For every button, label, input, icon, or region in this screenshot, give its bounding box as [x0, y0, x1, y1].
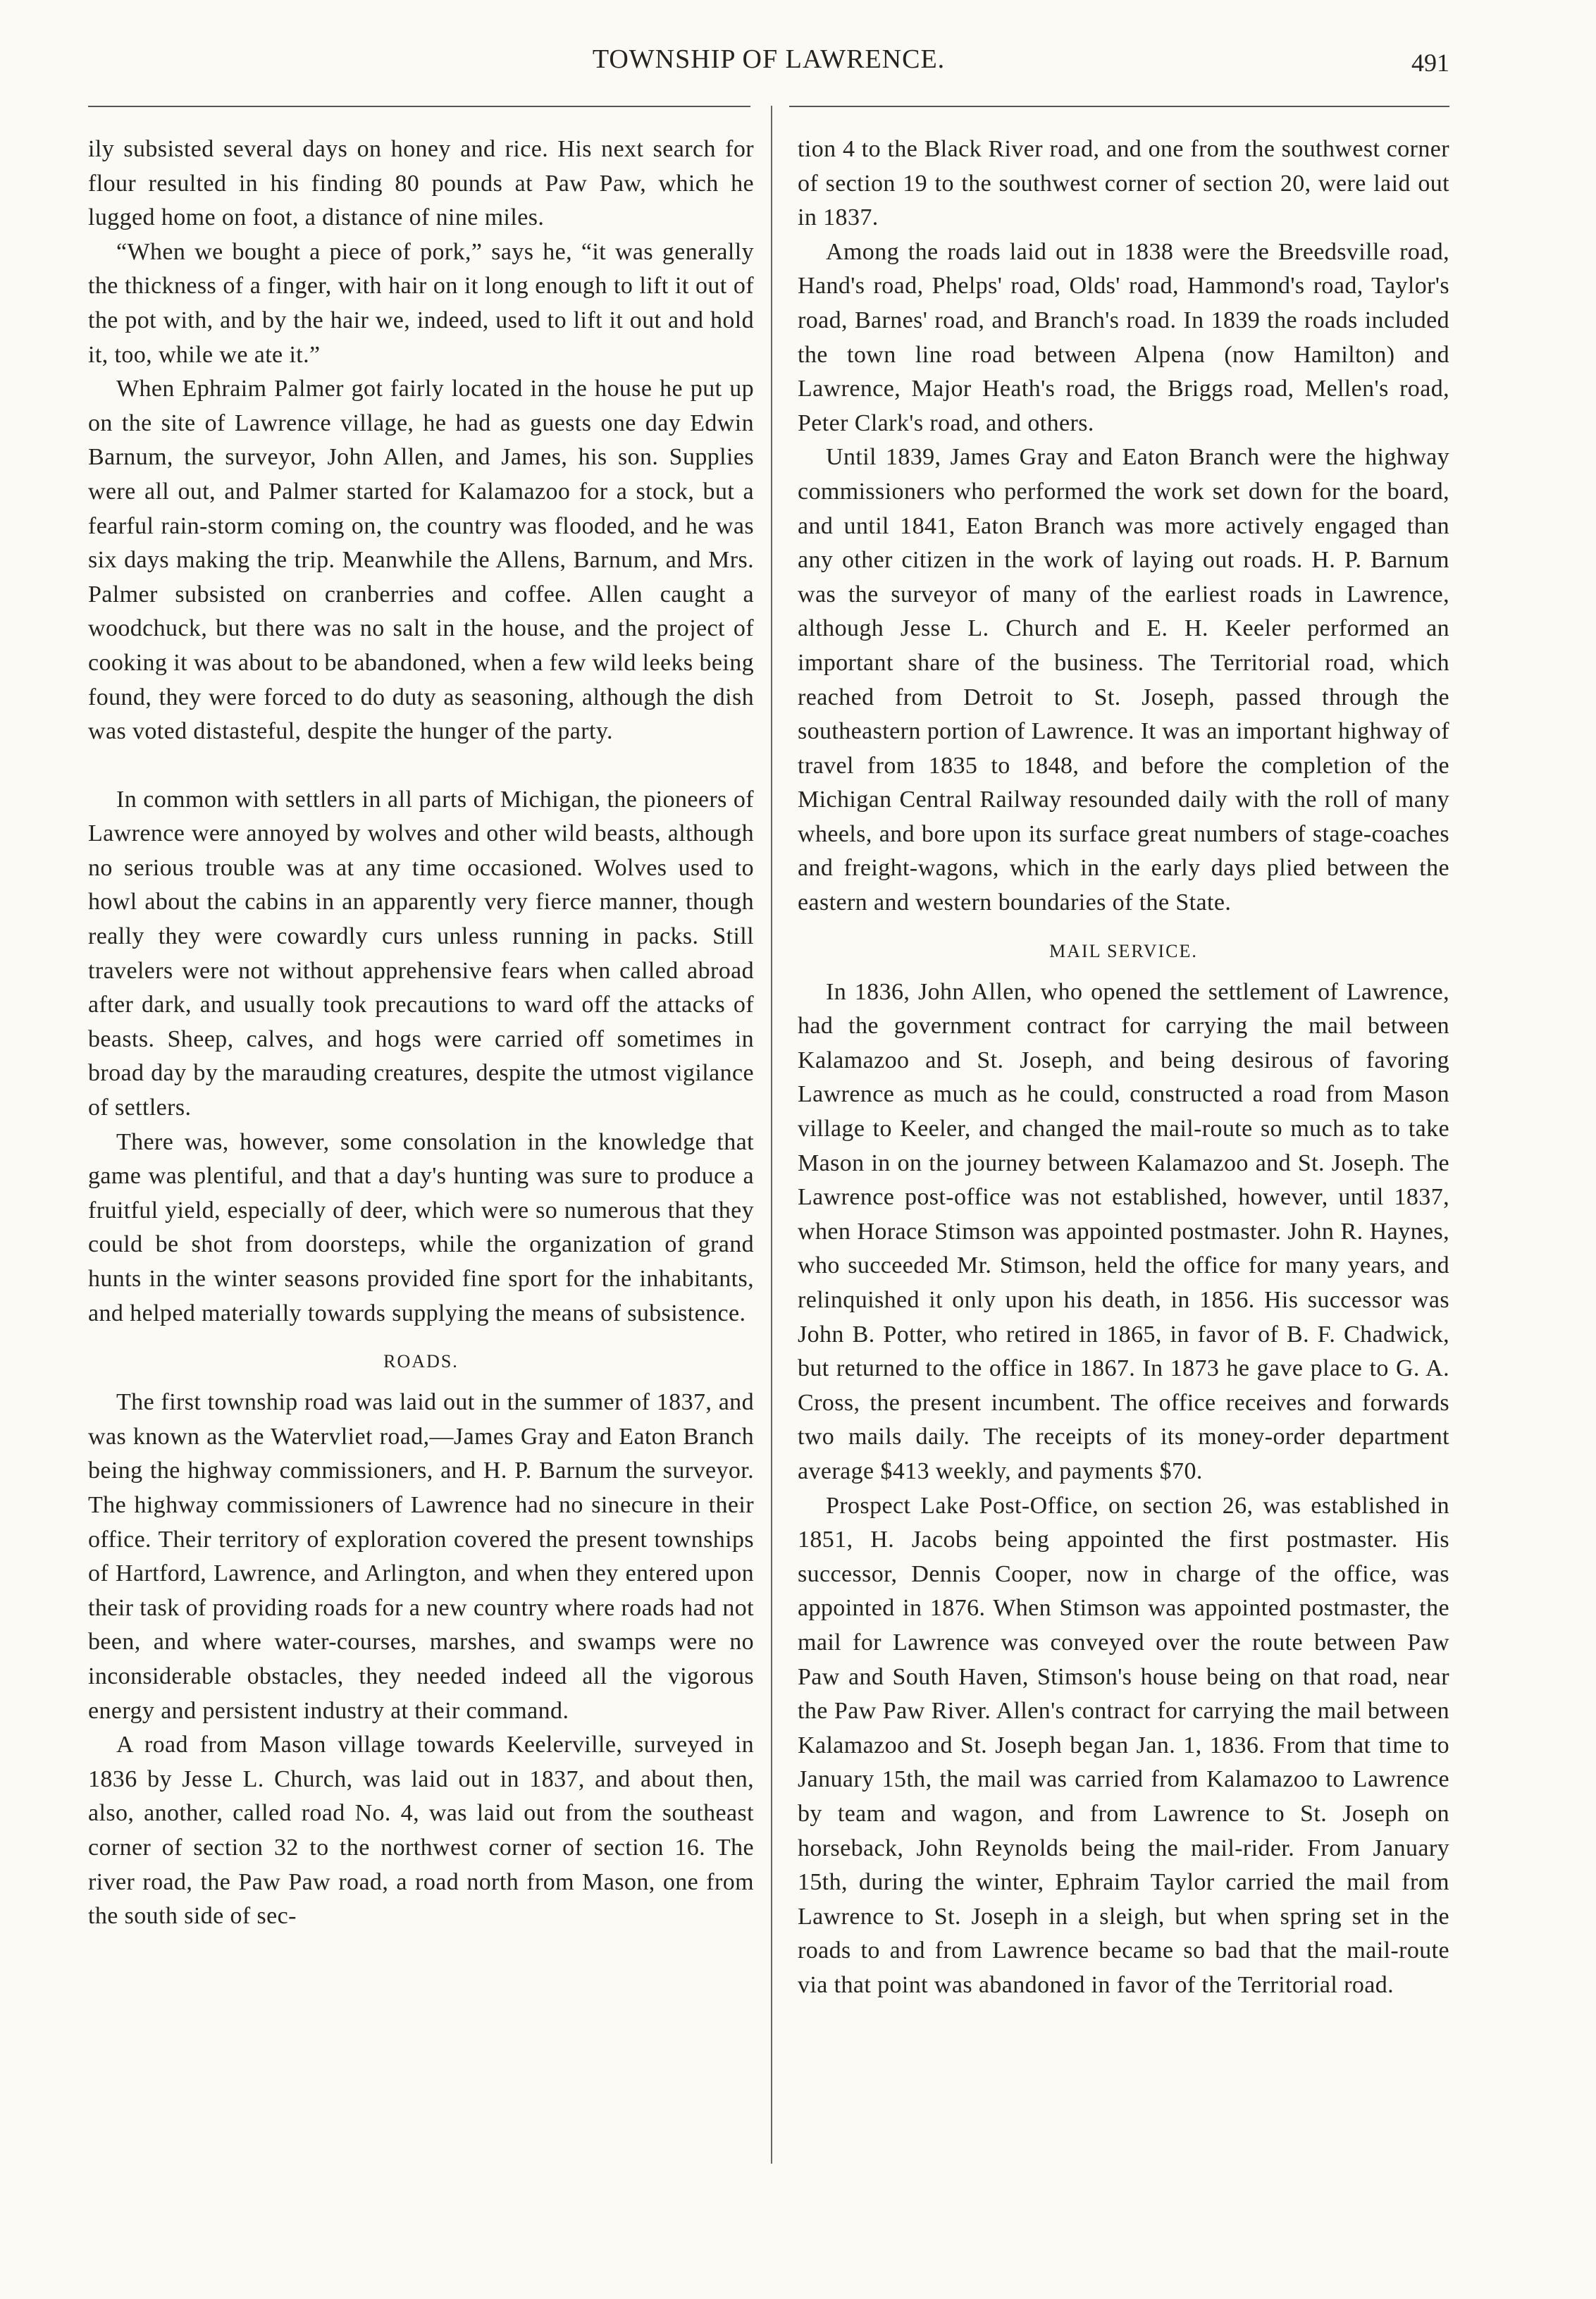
paragraph: When Ephraim Palmer got fairly located in the house he put up on the site of Lawrence village, he had as guests one day Edwin Barnum, the surveyor, John Allen, and James, his son. Supplies were all out, and Palmer started for Kalamazoo for a stock, but a fearful rain-storm coming on, the country was flooded, and he was six days making the trip. Meanwhile the Allens, Barnum, and Mrs. Palmer subsisted on cranberries and coffee. Allen caught a woodchuck, but there was no salt in the house, and the project of cooking it was about to be abandoned, when a few wild leeks being found, they were forced to do duty as seasoning, although the dish was voted distasteful, despite the hunger of the party. — [88, 376, 754, 745]
paragraph: tion 4 to the Black River road, and one from the southwest corner of section 19 to the southwest corner of section 20, were laid out in 1837. — [798, 136, 1449, 231]
paragraph: “When we bought a piece of pork,” says he, “it was generally the thickness of a finger, with hair on it long enough to lift it out of the pot with, and by the hair we, indeed, used to lift it out and hold it, too, while we ate it.” — [88, 238, 754, 368]
section-heading-roads: ROADS. — [383, 1351, 459, 1372]
paragraph: ily subsisted several days on honey and rice. His next search for flour resulted in his finding 80 pounds at Paw Paw, which he lugged home on foot, a distance of nine miles. — [88, 136, 754, 231]
paragraph: The first township road was laid out in the summer of 1837, and was known as the Watervliet road,—James Gray and Eaton Branch being the highway commissioners, and H. P. Barnum the surveyor. The highway commissioners of Lawrence had no sinecure in their office. Their territory of exploration covered the present townships of Hartford, Lawrence, and Arlington, and when they entered upon their task of providing roads for a new country where roads had not been, and where water-courses, marshes, and swamps were no inconsiderable obstacles, they needed indeed all the vigorous energy and persistent industry at their command. — [88, 1389, 754, 1724]
section-heading-mail-service: MAIL SERVICE. — [1049, 940, 1198, 961]
header-rule-right — [789, 106, 1449, 107]
page-number: 491 — [1411, 49, 1449, 77]
paragraph: Prospect Lake Post-Office, on section 26, was established in 1851, H. Jacobs being appointed the first postmaster. His successor, Dennis Cooper, now in charge of the office, was appointed in 1876. When Stimson was appointed postmaster, the mail for Lawrence was conveyed over the route between Paw Paw and South Haven, Stimson's house being on that road, near the Paw Paw River. Allen's contract for carrying the mail between Kalamazoo and St. Joseph began Jan. 1, 1836. From that time to January 15th, the mail was carried from Kalamazoo to Lawrence by team and wagon, and from Lawrence to St. Joseph on horseback, John Reynolds being the mail-rider. From January 15th, during the winter, Ephraim Taylor carried the mail from Lawrence to St. Joseph in a sleigh, but when spring set in the roads to and from Lawrence became so bad that the mail-route via that point was abandoned in favor of the Territorial road. — [798, 1492, 1449, 1998]
paragraph: There was, however, some consolation in the knowledge that game was plentiful, and that a day's hunting was sure to produce a fruitful yield, especially of deer, which were so numerous that they could be shot from doorsteps, while the organization of grand hunts in the winter seasons provided fine sport for the inhabitants, and helped materially towards supplying the means of subsistence. — [88, 1128, 754, 1326]
paragraph: In 1836, John Allen, who opened the settlement of Lawrence, had the government contract for carrying the mail between Kalamazoo and St. Joseph, and being desirous of favoring Lawrence as much as he could, constructed a road from Mason village to Keeler, and changed the mail-route so much as to take Mason in on the journey between Kalamazoo and St. Joseph. The Lawrence post-office was not established, however, until 1837, when Horace Stimson was appointed postmaster. John R. Haynes, who succeeded Mr. Stimson, held the office for many years, and relinquished it only upon his death, in 1856. His successor was John B. Potter, who retired in 1865, in favor of B. F. Chadwick, but returned to the office in 1867. In 1873 he gave place to G. A. Cross, the present incumbent. The office receives and forwards two mails daily. The receipts of its money-order department average $413 weekly, and payments $70. — [798, 978, 1449, 1484]
paragraph: Until 1839, James Gray and Eaton Branch were the highway commissioners who performed the work set down for the board, and until 1841, Eaton Branch was more actively engaged than any other citizen in the work of laying out roads. H. P. Barnum was the surveyor of many of the earliest roads in Lawrence, although Jesse L. Church and E. H. Keeler performed an important share of the business. The Territorial road, which reached from Detroit to St. Joseph, passed through the southeastern portion of Lawrence. It was an important highway of travel from 1835 to 1848, and before the completion of the Michigan Central Railway resounded daily with the roll of many wheels, and bore upon its surface great numbers of stage-coaches and freight-wagons, which in the early days plied between the eastern and western boundaries of the State. — [798, 444, 1449, 916]
column-divider — [771, 106, 772, 2164]
right-column — [798, 132, 1449, 2002]
paragraph: A road from Mason village towards Keelerville, surveyed in 1836 by Jesse L. Church, was laid out in 1837, and about then, also, another, called road No. 4, was laid out from the southeast corner of section 32 to the northwest corner of section 16. The river road, the Paw Paw road, a road north from Mason, one from the south side of sec- — [88, 1732, 754, 1930]
paragraph: In common with settlers in all parts of Michigan, the pioneers of Lawrence were annoyed by wolves and other wild beasts, although no serious trouble was at any time occasioned. Wolves used to howl about the cabins in an apparently very fierce manner, though really they were cowardly curs unless running in packs. Still travelers were not without apprehensive fears when called abroad after dark, and usually took precautions to ward off the attacks of beasts. Sheep, calves, and hogs were carried off sometimes in broad day by the marauding creatures, despite the utmost vigilance of settlers. — [88, 786, 754, 1121]
paragraph: Among the roads laid out in 1838 were the Breedsville road, Hand's road, Phelps' road, Olds' road, Hammond's road, Taylor's road, Barnes' road, and Branch's road. In 1839 the roads included the town line road between Alpena (now Hamilton) and Lawrence, Major Heath's road, the Briggs road, Mellen's road, Peter Clark's road, and others. — [798, 238, 1449, 436]
page-header — [88, 44, 1449, 86]
running-title: TOWNSHIP OF LAWRENCE. — [592, 44, 946, 74]
header-rule-left — [88, 106, 750, 107]
left-column — [88, 132, 754, 1934]
